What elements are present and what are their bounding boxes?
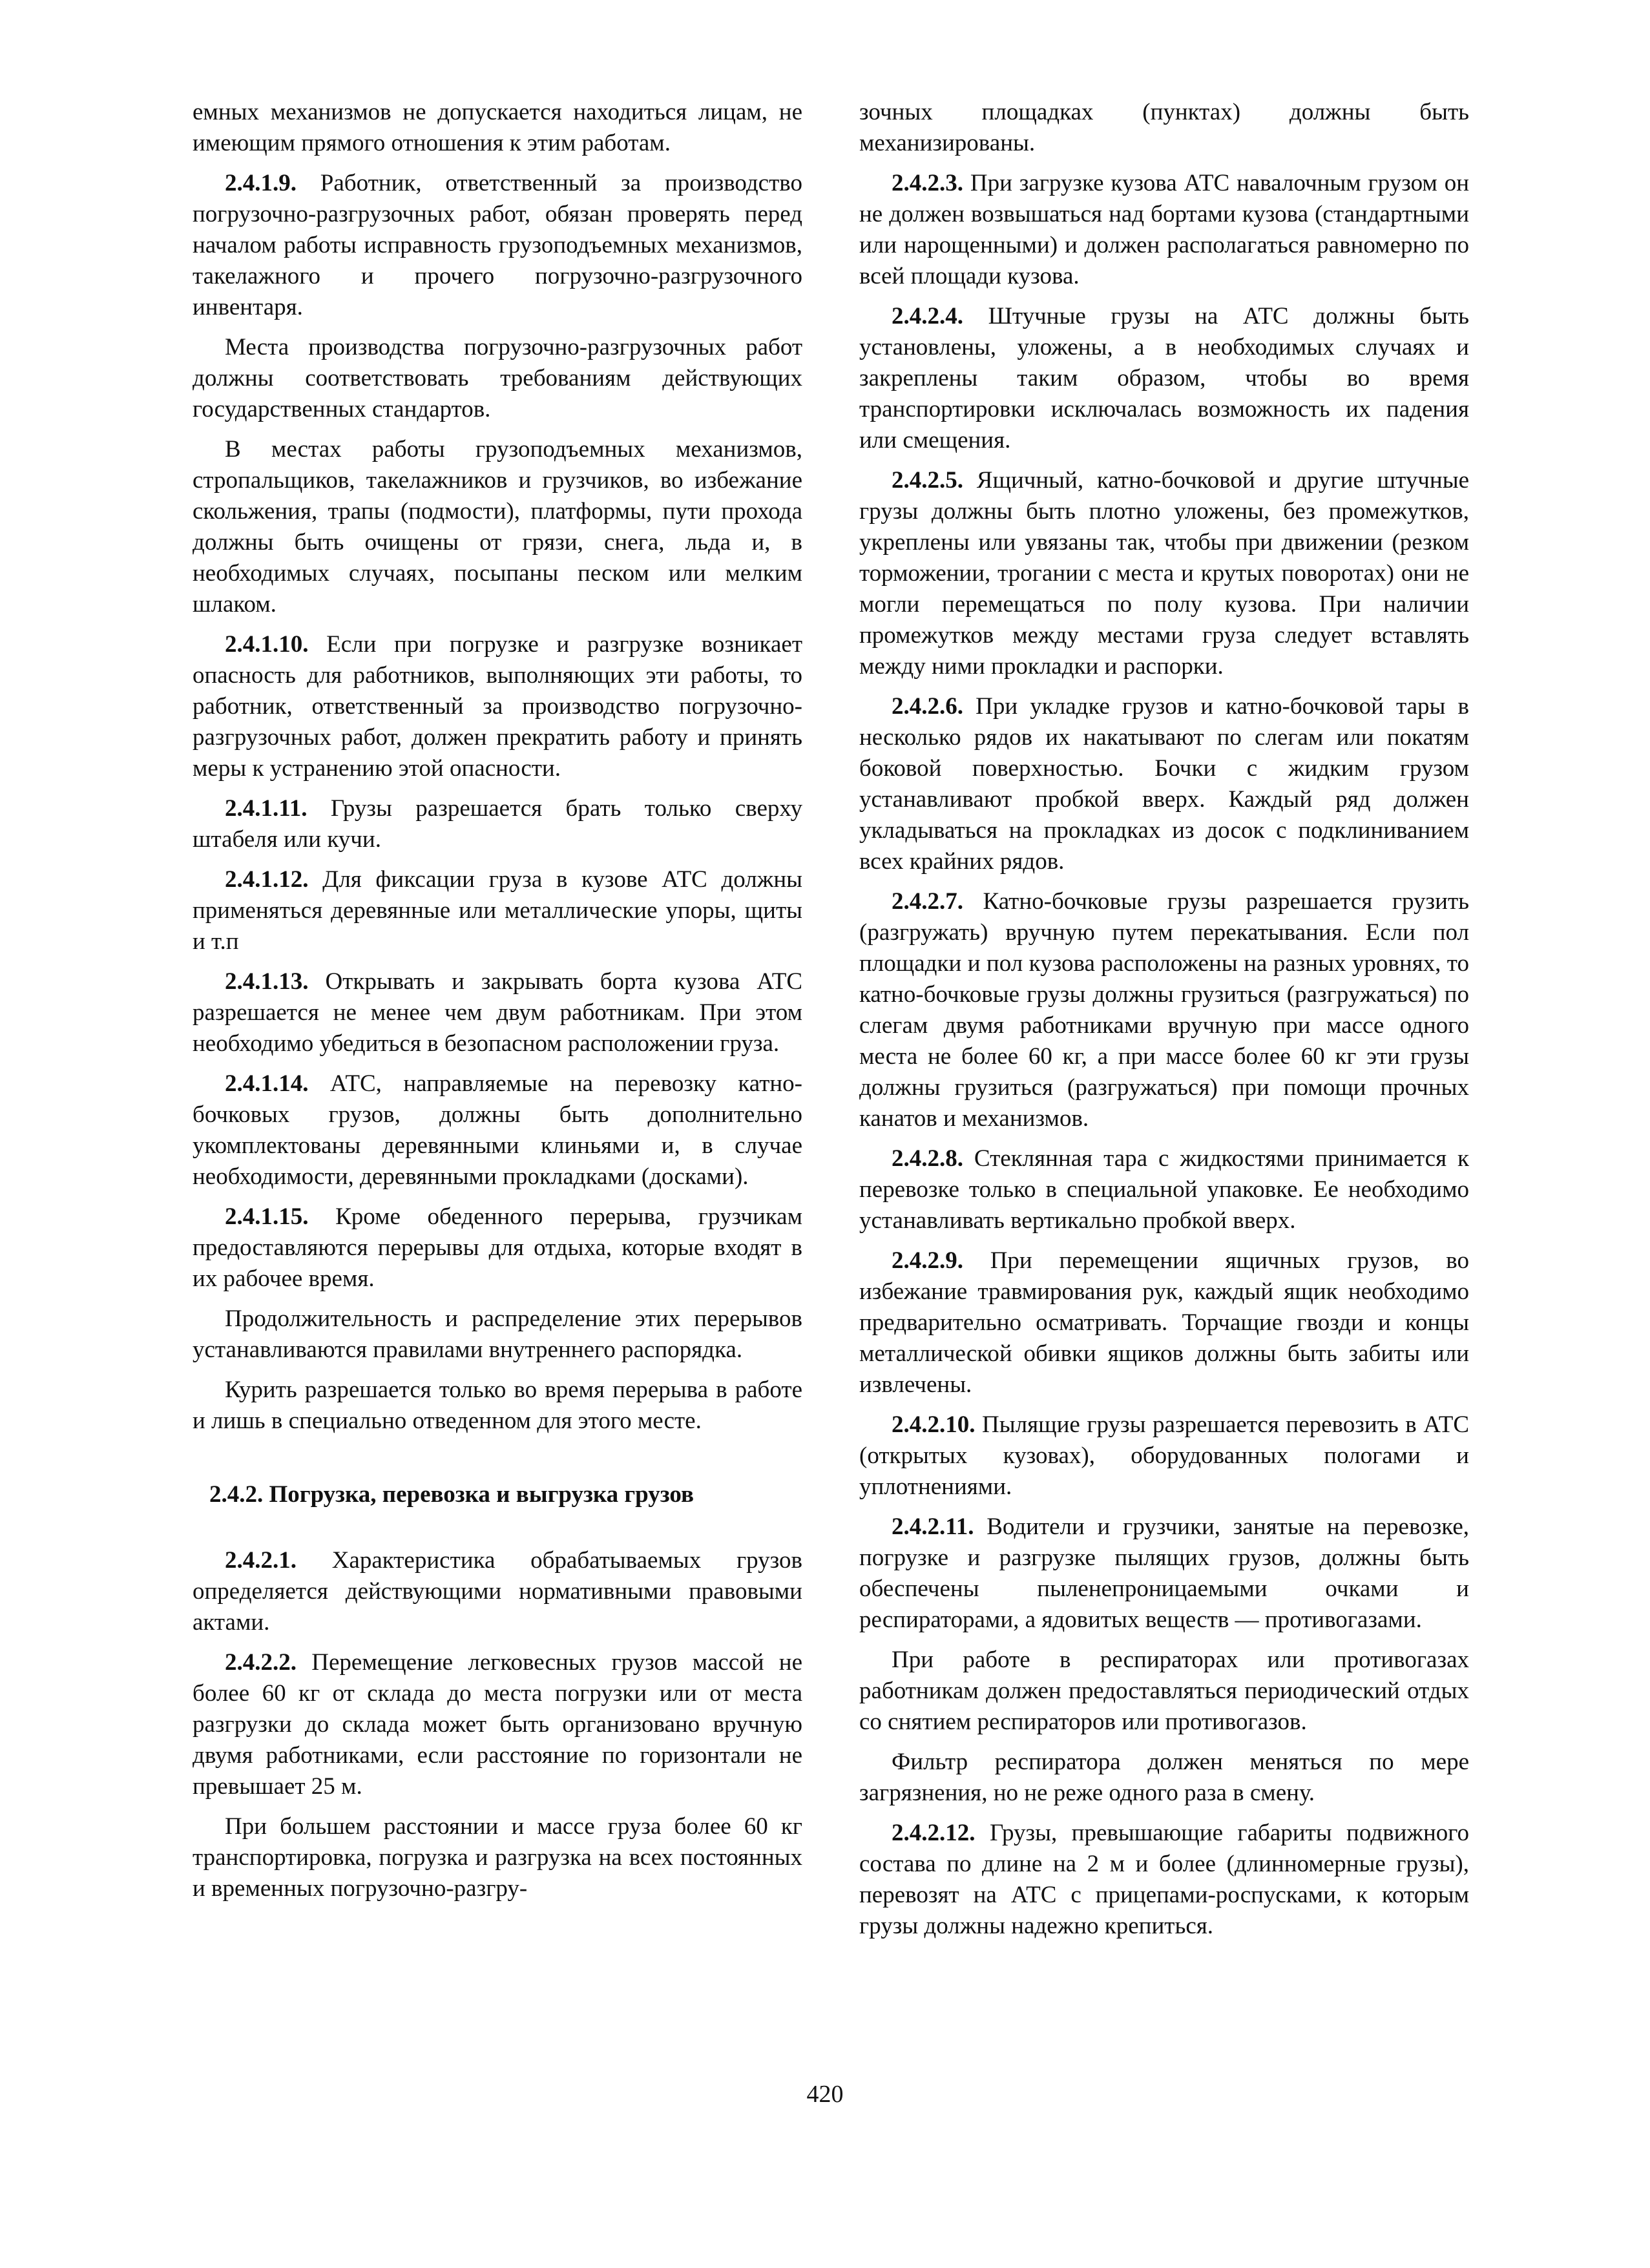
paragraph-text: Грузы, превышающие габариты подвижного состава по длине на 2 м и более (длинномерные грузы), перевозят на АТС с прицепами-роспусками, к которым грузы должны надежно крепиться. bbox=[859, 1820, 1469, 1939]
paragraph-text: Работник, ответственный за производство погрузочно-разгрузочных работ, обязан проверять перед началом работы исправность грузоподъемных механизмов, такелажного и прочего погрузочно-разгрузочного инвентаря. bbox=[193, 170, 802, 320]
section-number: 2.4.1.15. bbox=[225, 1203, 309, 1230]
paragraph-text: Места производства погрузочно-разгрузочных работ должны соответствовать требованиям действующих государственных стандартов. bbox=[193, 334, 802, 422]
section-number: 2.4.1.11. bbox=[225, 795, 308, 822]
paragraph-2-4-2-7 bbox=[859, 886, 1469, 1134]
paragraph-places bbox=[193, 332, 802, 425]
paragraph-2-4-2-3 bbox=[859, 168, 1469, 292]
paragraph-2-4-1-13 bbox=[193, 966, 802, 1059]
paragraph-2-4-1-11 bbox=[193, 793, 802, 855]
paragraph-2-4-2-10 bbox=[859, 1410, 1469, 1503]
paragraph-text: Для фиксации груза в кузове АТС должны применяться деревянные или металлические упоры, щиты и т.п bbox=[193, 866, 802, 955]
paragraph-text: Продолжительность и распределение этих перерывов устанавливаются правилами внутреннего распорядка. bbox=[193, 1306, 802, 1363]
paragraph-text: В местах работы грузоподъемных механизмов, стропальщиков, такелажников и грузчиков, во избежание скольжения, трапы (подмости), платформы, пути прохода должны быть очищены от грязи, снега, льда и, в необходимых случаях, посыпаны песком или мелким шлаком. bbox=[193, 436, 802, 618]
paragraph-2-4-1-12 bbox=[193, 864, 802, 957]
section-number: 2.4.2.1. bbox=[225, 1547, 297, 1574]
section-number: 2.4.2.10. bbox=[892, 1411, 976, 1438]
paragraph-text: Пылящие грузы разрешается перевозить в АТС (открытых кузовах), оборудованных пологами и уплотнениями. bbox=[859, 1411, 1469, 1500]
paragraph-text: Курить разрешается только во время перерыва в работе и лишь в специально отведенном для этого месте. bbox=[193, 1377, 802, 1434]
paragraph-text: При укладке грузов и катно-бочковой тары в несколько рядов их накатывают по слегам или покатям боковой поверхностью. Бочки с жидким грузом устанавливают пробкой вверх. Каждый ряд должен укладываться на прокладках из досок с подклиниванием всех крайних рядов. bbox=[859, 693, 1469, 875]
section-number: 2.4.1.9. bbox=[225, 170, 297, 196]
paragraph-text: зочных площадках (пунктах) должны быть механизированы. bbox=[859, 99, 1469, 156]
paragraph-text: Стеклянная тара с жидкостями принимается к перевозке только в специальной упаковке. Ее необходимо устанавливать вертикально пробкой вверх. bbox=[859, 1145, 1469, 1234]
section-number: 2.4.2.3. bbox=[892, 170, 963, 196]
section-number: 2.4.2.4. bbox=[892, 303, 963, 329]
section-number: 2.4.1.14. bbox=[225, 1070, 309, 1097]
paragraph-text: Фильтр респиратора должен меняться по мере загрязнения, но не реже одного раза в смену. bbox=[859, 1749, 1469, 1806]
left-column bbox=[193, 97, 802, 1904]
paragraph-text: Характеристика обрабатываемых грузов определяется действующими нормативными правовыми актами. bbox=[193, 1547, 802, 1636]
right-column bbox=[859, 97, 1469, 1942]
section-number: 2.4.2.11. bbox=[892, 1514, 974, 1540]
section-number: 2.4.2.8. bbox=[892, 1145, 963, 1172]
paragraph-breaks-duration bbox=[193, 1304, 802, 1366]
paragraph-2-4-1-14 bbox=[193, 1068, 802, 1192]
paragraph-text: Кроме обеденного перерыва, грузчикам предоставляются перерывы для отдыха, которые входят в их рабочее время. bbox=[193, 1203, 802, 1292]
paragraph-2-4-1-15 bbox=[193, 1202, 802, 1295]
paragraph-text: Водители и грузчики, занятые на перевозке, погрузке и разгрузке пылящих грузов, должны быть обеспечены пыленепроницаемыми очками и респираторами, а ядовитых веществ — противогазами. bbox=[859, 1514, 1469, 1633]
paragraph-text: Перемещение легковесных грузов массой не более 60 кг от склада до места погрузки или от места разгрузки до склада может быть организовано вручную двумя работниками, если расстояние по горизонтали не превышает 25 м. bbox=[193, 1649, 802, 1800]
paragraph-2-4-2-12 bbox=[859, 1818, 1469, 1942]
paragraph-filter bbox=[859, 1747, 1469, 1809]
section-number: 2.4.2.5. bbox=[892, 467, 963, 494]
paragraph-2-4-2-2 bbox=[193, 1647, 802, 1802]
page-number: 420 bbox=[806, 2081, 844, 2108]
paragraph-text: При большем расстоянии и массе груза более 60 кг транспортировка, погрузка и разгрузка на всех постоянных и временных погрузочно-разгру- bbox=[193, 1813, 802, 1902]
section-number: 2.4.2.2. bbox=[225, 1649, 297, 1676]
paragraph-respirators bbox=[859, 1645, 1469, 1738]
section-heading: 2.4.2. Погрузка, перевозка и выгрузка грузов bbox=[209, 1481, 694, 1508]
paragraph-work-areas bbox=[193, 434, 802, 620]
paragraph-2-4-2-4 bbox=[859, 301, 1469, 456]
paragraph-2-4-2-5 bbox=[859, 465, 1469, 682]
section-number: 2.4.2.9. bbox=[892, 1247, 963, 1274]
paragraph-text: АТС, направляемые на перевозку катно-бочковых грузов, должны быть дополнительно укомплектованы деревянными клиньями и, в случае необходимости, деревянными прокладками (досками). bbox=[193, 1070, 802, 1190]
section-number: 2.4.2.6. bbox=[892, 693, 963, 720]
paragraph-2-4-1-10 bbox=[193, 629, 802, 784]
paragraph-smoking bbox=[193, 1375, 802, 1437]
paragraph-text: При работе в респираторах или противогазах работникам должен предоставляться периодический отдых со снятием респираторов или противогазов. bbox=[859, 1647, 1469, 1735]
paragraph-text: емных механизмов не допускается находиться лицам, не имеющим прямого отношения к этим работам. bbox=[193, 99, 802, 156]
paragraph-text: Катно-бочковые грузы разрешается грузить (разгружать) вручную путем перекатывания. Если пол площадки и пол кузова расположены на разных уровнях, то катно-бочковые грузы должны грузиться (разгружаться) по слегам двумя работниками вручную при массе одного места не более 60 кг, а при массе более 60 кг эти грузы должны грузиться (разгружаться) при помощи прочных канатов и механизмов. bbox=[859, 888, 1469, 1132]
paragraph-text: Штучные грузы на АТС должны быть установлены, уложены, а в необходимых случаях и закреплены таким образом, чтобы во время транспортировки исключалась возможность их падения или смещения. bbox=[859, 303, 1469, 453]
section-number: 2.4.2.7. bbox=[892, 888, 963, 915]
paragraph-text: Если при погрузке и разгрузке возникает опасность для работников, выполняющих эти работы, то работник, ответственный за производство погрузочно-разгрузочных работ, должен прекратить работу и принять меры к устранению этой опасности. bbox=[193, 631, 802, 782]
paragraph-text: Открывать и закрывать борта кузова АТС разрешается не менее чем двум работникам. При этом необходимо убедиться в безопасном расположении груза. bbox=[193, 968, 802, 1057]
paragraph-2-4-2-6 bbox=[859, 691, 1469, 877]
paragraph-text: При загрузке кузова АТС навалочным грузом он не должен возвышаться над бортами кузова (стандартными или нарощенными) и должен располагаться равномерно по всей площади кузова. bbox=[859, 170, 1469, 289]
paragraph-continued bbox=[193, 97, 802, 159]
paragraph-2-4-1-9 bbox=[193, 168, 802, 323]
paragraph-2-4-2-8 bbox=[859, 1143, 1469, 1236]
paragraph-text: При перемещении ящичных грузов, во избежание травмирования рук, каждый ящик необходимо предварительно осматривать. Торчащие гвозди и концы металлической обивки ящиков должны быть забиты или извлечены. bbox=[859, 1247, 1469, 1398]
section-number: 2.4.2.12. bbox=[892, 1820, 976, 1846]
section-number: 2.4.1.12. bbox=[225, 866, 309, 893]
paragraph-2-4-2-9 bbox=[859, 1245, 1469, 1400]
paragraph-continued bbox=[859, 97, 1469, 159]
paragraph-longer-distance bbox=[193, 1811, 802, 1904]
paragraph-2-4-2-11 bbox=[859, 1512, 1469, 1636]
paragraph-text: Грузы разрешается брать только сверху штабеля или кучи. bbox=[193, 795, 802, 853]
paragraph-2-4-2-1 bbox=[193, 1545, 802, 1638]
paragraph-text: Ящичный, катно-бочковой и другие штучные грузы должны быть плотно уложены, без промежутков, укреплены или увязаны так, чтобы при движении (резком торможении, трогании с места и крутых поворотах) они не могли перемещаться по полу кузова. При наличии промежутков между местами груза следует вставлять между ними прокладки и распорки. bbox=[859, 467, 1469, 680]
section-number: 2.4.1.13. bbox=[225, 968, 309, 995]
section-number: 2.4.1.10. bbox=[225, 631, 309, 658]
